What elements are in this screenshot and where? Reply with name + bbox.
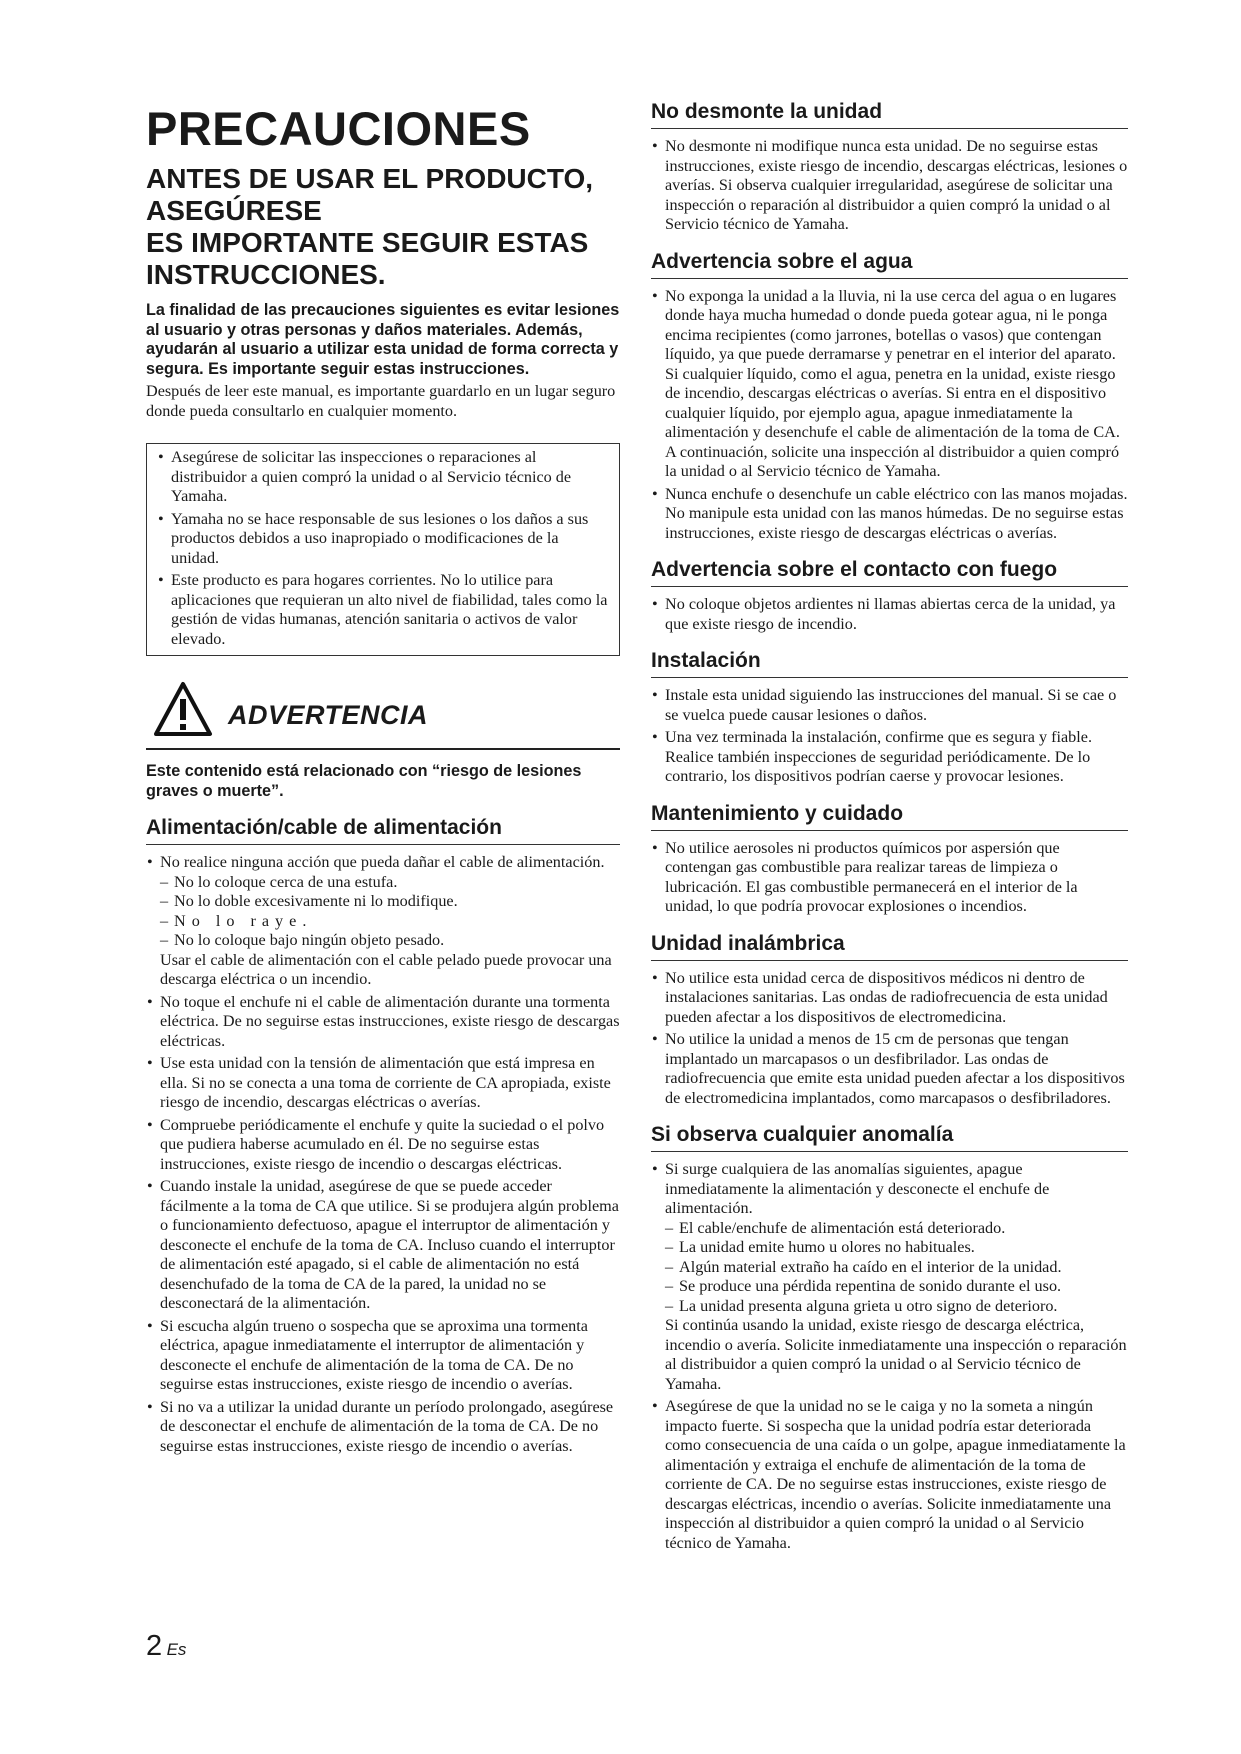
language-code: Es: [166, 1640, 187, 1659]
warning-label: ADVERTENCIA: [228, 700, 429, 730]
list-item: • Una vez terminada la instalación, confirme que es segura y fiable. Realice también inspecciones de seguridad periódicamente. De lo contrario, los dispositivos podrían caerse y provocar lesiones.: [651, 728, 1128, 787]
dash-item: – No lo coloque cerca de una estufa.: [160, 873, 620, 893]
dash-item: – No lo coloque bajo ningún objeto pesado.: [160, 931, 620, 951]
list-item: • No exponga la unidad a la lluvia, ni la use cerca del agua o en lugares donde haya mucha humedad o donde pueda gotear agua, ni le ponga encima recipientes (como jarrones, botellas o vasos) que contengan líquido, ya que puede derramarse y penetrar en el interior del aparato. Si cualquier líquido, como el agua, penetra en la unidad, existe riesgo de incendio, descargas eléctricas o averías. Si entra en el dispositivo cualquier líquido, por ejemplo agua, apague inmediatamente la alimentación y desenchufe el cable de alimentación de la toma de CA. A continuación, solicite una inspección al distribuidor a quien compró la unidad o al Servicio técnico de Yamaha.: [651, 287, 1128, 482]
item-intro: No realice ninguna acción que pueda dañar el cable de alimentación.: [160, 853, 605, 871]
fire-list: [651, 595, 1128, 634]
list-item: • Si escucha algún trueno o sospecha que se aproxima una tormenta eléctrica, apague inmediatamente el interruptor de alimentación y desconecte el enchufe de alimentación de la toma de CA. De no seguirse estas instrucciones, existe riesgo de incendio o averías.: [146, 1317, 620, 1395]
right-column: [651, 95, 1128, 1553]
item-after: Usar el cable de alimentación con el cable pelado puede provocar una descarga eléctrica o un incendio.: [160, 950, 612, 988]
list-item: • Asegúrese de solicitar las inspecciones o reparaciones al distribuidor a quien compró la unidad o al Servicio técnico de Yamaha.: [157, 448, 609, 507]
water-list: [651, 287, 1128, 544]
subtitle-line: ES IMPORTANTE SEGUIR ESTAS INSTRUCCIONES.: [146, 227, 589, 290]
intro-text: Después de leer este manual, es importante guardarlo en un lugar seguro donde pueda consultarlo en cualquier momento.: [146, 382, 616, 420]
notice-list: [157, 448, 609, 649]
section-title-disassemble: No desmonte la unidad: [651, 99, 1128, 129]
list-item: • No utilice la unidad a menos de 15 cm de personas que tengan implantado un marcapasos o un desfibrilador. Las ondas de radiofrecuencia que emite esta unidad pueden afectar a los dispositivos de electromedicina implantados, como marcapasos o desfibriladores.: [651, 1030, 1128, 1108]
notice-box: [146, 443, 620, 656]
dash-item: – El cable/enchufe de alimentación está deteriorado.: [665, 1219, 1128, 1239]
list-item: • Use esta unidad con la tensión de alimentación que está impresa en ella. Si no se conecta a una toma de corriente de CA apropiada, existe riesgo de incendio, descargas eléctricas o averías.: [146, 1054, 620, 1113]
item-intro: Si surge cualquiera de las anomalías siguientes, apague inmediatamente la alimentación y desconecte el enchufe de alimentación.: [665, 1160, 1050, 1217]
dash-list: [665, 1219, 1128, 1317]
dash-item: – La unidad emite humo u olores no habituales.: [665, 1238, 1128, 1258]
intro-bold-text: La finalidad de las precauciones siguientes es evitar lesiones al usuario y otras personas y daños materiales. Además, ayudarán al usuario a utilizar esta unidad de forma correcta y segura. Es importante seguir estas instrucciones.: [146, 301, 620, 378]
list-item: • Instale esta unidad siguiendo las instrucciones del manual. Si se cae o se vuelca puede causar lesiones o daños.: [651, 686, 1128, 725]
page-number: 2: [146, 1630, 163, 1662]
page-footer: [146, 1630, 186, 1663]
section-title-water: Advertencia sobre el agua: [651, 249, 1128, 279]
list-item: • No toque el enchufe ni el cable de alimentación durante una tormenta eléctrica. De no seguirse estas instrucciones, existe riesgo de descargas eléctricas.: [146, 993, 620, 1052]
dash-item: – Se produce una pérdida repentina de sonido durante el uso.: [665, 1277, 1128, 1297]
section-title-anomaly: Si observa cualquier anomalía: [651, 1122, 1128, 1152]
list-item: • No coloque objetos ardientes ni llamas abiertas cerca de la unidad, ya que existe riesgo de incendio.: [651, 595, 1128, 634]
warning-triangle-icon: [152, 680, 214, 738]
power-list: [146, 853, 620, 1456]
section-title-maintenance: Mantenimiento y cuidado: [651, 801, 1128, 831]
left-column: [146, 95, 620, 1456]
disassemble-list: [651, 137, 1128, 235]
install-list: [651, 686, 1128, 787]
subtitle-line: ANTES DE USAR EL PRODUCTO, ASEGÚRESE: [146, 163, 594, 226]
dash-item: – No lo doble excesivamente ni lo modifique.: [160, 892, 620, 912]
wireless-list: [651, 969, 1128, 1109]
anomaly-list: [651, 1160, 1128, 1553]
item-after: Si continúa usando la unidad, existe riesgo de descarga eléctrica, incendio o avería. Solicite inmediatamente una inspección o reparación al distribuidor a quien compró la unidad o al Servicio técnico de Yamaha.: [665, 1316, 1127, 1393]
maintenance-list: [651, 839, 1128, 917]
list-item: • Yamaha no se hace responsable de sus lesiones o los daños a sus productos debidos a uso inapropiado o modificaciones de la unidad.: [157, 510, 609, 569]
section-title-install: Instalación: [651, 648, 1128, 678]
subtitle: [146, 163, 620, 291]
list-item: • Si no va a utilizar la unidad durante un período prolongado, asegúrese de desconectar el enchufe de alimentación de la toma de CA. De no seguirse estas instrucciones, existe riesgo de incendio o averías.: [146, 1398, 620, 1457]
warning-description: Este contenido está relacionado con “riesgo de lesiones graves o muerte”.: [146, 762, 582, 800]
list-item: • Asegúrese de que la unidad no se le caiga y no la someta a ningún impacto fuerte. Si sospecha que la unidad podría estar deteriorada como consecuencia de una caída o un golpe, apague inmediatamente la alimentación y extraiga el enchufe de alimentación de la toma de corriente de CA. De no seguirse estas instrucciones, existe riesgo de descargas eléctricas, incendio o averías. Solicite inmediatamente una inspección al distribuidor a quien compró la unidad o al Servicio técnico de Yamaha.: [651, 1397, 1128, 1553]
warning-header: [146, 676, 620, 750]
section-title-fire: Advertencia sobre el contacto con fuego: [651, 557, 1128, 587]
dash-item: – Algún material extraño ha caído en el interior de la unidad.: [665, 1258, 1128, 1278]
dash-list: [160, 873, 620, 951]
list-item: • No desmonte ni modifique nunca esta unidad. De no seguirse estas instrucciones, existe riesgo de incendio, descargas eléctricas, lesiones o averías. Si observa cualquier irregularidad, asegúrese de solicitar una inspección o reparación al distribuidor a quien compró la unidad o al Servicio técnico de Yamaha.: [651, 137, 1128, 235]
list-item: [146, 853, 620, 990]
page-title: PRECAUCIONES: [146, 102, 531, 155]
dash-item: – No lo raye.: [160, 912, 620, 932]
section-title-power: Alimentación/cable de alimentación: [146, 815, 620, 845]
list-item: • No utilice aerosoles ni productos químicos por aspersión que contengan gas combustible para realizar tareas de limpieza o lubricación. El gas combustible permanecerá en el interior de la unidad, lo que podría provocar explosiones o incendios.: [651, 839, 1128, 917]
list-item: • Compruebe periódicamente el enchufe y quite la suciedad o el polvo que pudiera haberse acumulado en él. De no seguirse estas instrucciones, existe riesgo de incendio o descargas eléctricas.: [146, 1116, 620, 1175]
list-item: • Cuando instale la unidad, asegúrese de que se puede acceder fácilmente a la toma de CA que utilice. Si se produjera algún problema o funcionamiento defectuoso, apague el interruptor de alimentación y desconecte el enchufe de la toma de CA. Incluso cuando el interruptor de alimentación esté apagado, si el cable de alimentación no está desenchufado de la toma de CA de la pared, la unidad no se desconectará de la alimentación.: [146, 1177, 620, 1314]
list-item: • Nunca enchufe o desenchufe un cable eléctrico con las manos mojadas. No manipule esta unidad con las manos húmedas. De no seguirse estas instrucciones, existe riesgo de descargas eléctricas o averías.: [651, 485, 1128, 544]
list-item: • Este producto es para hogares corrientes. No lo utilice para aplicaciones que requieran un alto nivel de fiabilidad, tales como la gestión de vidas humanas, atención sanitaria o activos de valor elevado.: [157, 571, 609, 649]
section-title-wireless: Unidad inalámbrica: [651, 931, 1128, 961]
list-item: [651, 1160, 1128, 1394]
list-item: • No utilice esta unidad cerca de dispositivos médicos ni dentro de instalaciones sanitarias. Las ondas de radiofrecuencia de esta unidad pueden afectar a los dispositivos de electromedicina.: [651, 969, 1128, 1028]
dash-item: – La unidad presenta alguna grieta u otro signo de deterioro.: [665, 1297, 1128, 1317]
